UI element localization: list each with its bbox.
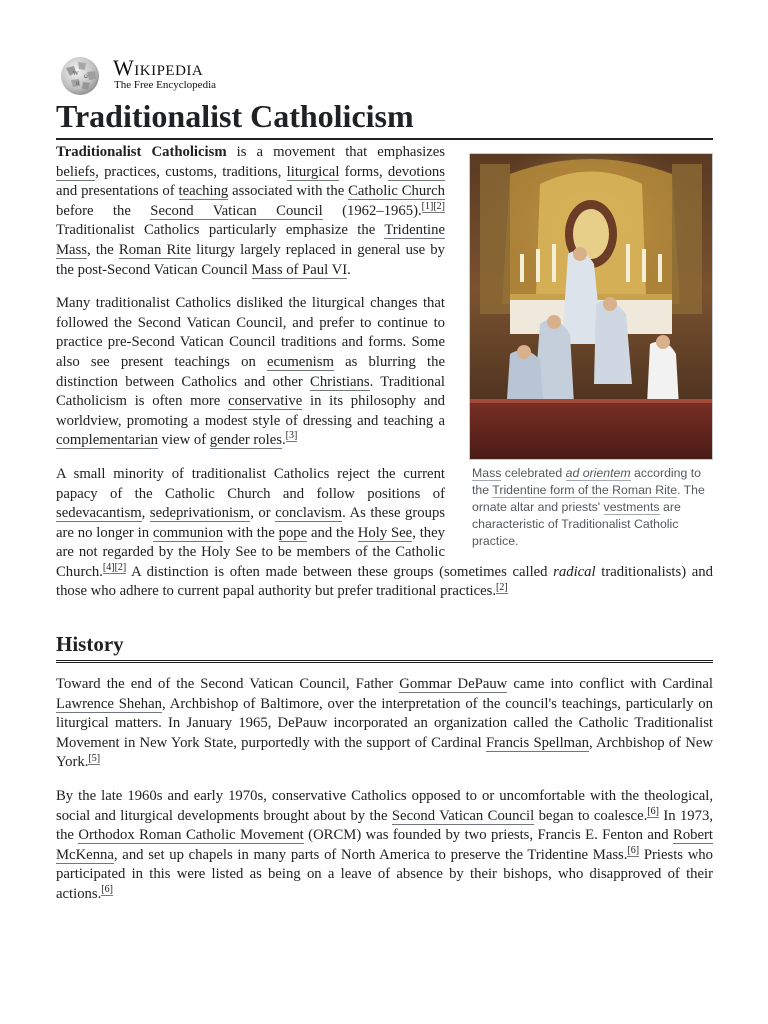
link-pope[interactable]: pope xyxy=(278,524,308,541)
link-holy-see[interactable]: Holy See xyxy=(357,524,413,541)
reference-link[interactable]: [4] xyxy=(102,561,115,573)
text: In 1973, the xyxy=(56,807,713,844)
text: . As these groups are no longer in xyxy=(56,505,445,541)
reference-1[interactable] xyxy=(422,201,434,213)
link-sedeprivationism[interactable]: sedeprivationism xyxy=(149,505,251,522)
caption-text: are characteristic of Traditionalist Catholic practice. xyxy=(472,500,681,548)
text: . Traditional Catholicism is often more xyxy=(56,373,445,410)
link-mass-of-paul-vi[interactable]: Mass of Paul VI xyxy=(251,261,348,278)
text: before the xyxy=(56,202,151,219)
svg-text:И: И xyxy=(76,82,80,87)
text: , Archbishop of Baltimore, over the interpretation of the council's teachings, particularly on liturgical matters. In January 1965, DePauw incorporated an organization called the Catholic Traditionalist Movement in New York State, purportedly with the support of Cardinal xyxy=(56,695,713,751)
reference-link[interactable]: [6] xyxy=(627,844,640,856)
text: and presentations of xyxy=(56,183,179,200)
text: as blurring the distinction between Catholics and other xyxy=(56,353,445,390)
link-tridentine-form[interactable]: Tridentine form of the Roman Rite xyxy=(492,483,678,497)
link-second-vatican-council-2[interactable]: Second Vatican Council xyxy=(391,807,535,824)
section-heading-history: History xyxy=(56,630,713,663)
link-mass[interactable]: Mass xyxy=(472,466,502,480)
wikipedia-wordmark[interactable] xyxy=(113,55,203,81)
link-roman-rite[interactable]: Roman Rite xyxy=(118,241,191,258)
wikipedia-globe-logo[interactable] xyxy=(56,54,104,96)
svg-text:Ω: Ω xyxy=(84,75,88,80)
reference-link[interactable]: [2] xyxy=(496,581,508,593)
text: , practices, customs, traditions, xyxy=(95,163,287,180)
link-orcm[interactable]: Orthodox Roman Catholic Movement xyxy=(78,827,304,844)
caption-text: celebrated xyxy=(501,466,566,480)
caption-text: according to the xyxy=(472,466,702,497)
text: A small minority of traditionalist Catholics reject the current papacy of the Catholic Church and follow positions of xyxy=(56,465,445,502)
reference-4[interactable] xyxy=(103,562,115,574)
reference-link[interactable]: [5] xyxy=(88,752,101,764)
brand-name: Wikipedia xyxy=(113,55,204,80)
text: Many traditionalist Catholics disliked the liturgical changes that followed the Second Vatican Council, and prefer to continue to practice pre-Second Vatican Council traditions and forms. Some also see present teachings on xyxy=(56,295,445,370)
text: liturgy largely replaced in general use by the post-Second Vatican Council xyxy=(56,241,445,278)
link-ad-orientem[interactable] xyxy=(566,466,631,481)
article-subject: Traditionalist Catholicism xyxy=(56,144,227,160)
link-second-vatican-council[interactable]: Second Vatican Council xyxy=(150,202,323,219)
text: By the late 1960s and early 1970s, conservative Catholics opposed to or uncomfortable with the theological, social and liturgical developments brought about by the xyxy=(56,788,713,824)
link-communion[interactable]: communion xyxy=(152,524,224,541)
text: Priests who participated in this were listed as being on a leave of absence by their bishops, who disapproved of their actions. xyxy=(56,846,713,902)
link-lawrence-shehan[interactable]: Lawrence Shehan xyxy=(56,695,163,712)
link-devotions[interactable]: devotions xyxy=(387,163,445,180)
link-beliefs[interactable]: beliefs xyxy=(56,163,96,180)
text: view of xyxy=(157,432,210,449)
history-paragraph-2 xyxy=(56,787,713,905)
text: , xyxy=(141,505,150,522)
text: (ORCM) was founded by two priests, Francis E. Fenton and xyxy=(303,827,674,844)
text: , and set up chapels in many parts of North America to preserve the Tridentine Mass. xyxy=(113,846,628,863)
link-robert-mckenna[interactable]: Robert McKenna xyxy=(56,827,714,863)
mass-photo-illustration xyxy=(470,154,712,459)
link-vestments[interactable]: vestments xyxy=(603,500,660,514)
site-header xyxy=(56,53,356,97)
svg-text:W: W xyxy=(73,71,79,77)
text: is a movement that emphasizes xyxy=(226,144,445,160)
reference-link[interactable]: [2] xyxy=(433,200,445,212)
link-complementarian[interactable]: complementarian xyxy=(56,432,158,449)
text: , the xyxy=(87,241,119,258)
reference-link[interactable]: [6] xyxy=(101,884,113,896)
text: began to coalesce. xyxy=(534,807,648,824)
caption-italic: ad orientem xyxy=(565,466,631,480)
article-body xyxy=(56,143,713,919)
link-liturgical[interactable]: liturgical xyxy=(286,163,340,180)
link-conservative[interactable]: conservative xyxy=(228,393,303,410)
link-sedevacantism[interactable]: sedevacantism xyxy=(56,505,142,522)
page-title: Traditionalist Catholicism xyxy=(56,96,713,140)
caption-text: . The ornate altar and priests' xyxy=(472,483,705,514)
lead-figure xyxy=(469,153,713,550)
reference-6c[interactable] xyxy=(101,884,113,896)
link-tridentine-mass[interactable]: Tridentine Mass xyxy=(56,222,445,258)
link-teaching[interactable]: teaching xyxy=(178,183,229,200)
text: traditionalists) and those who adhere to current papal authority but prefer traditional practices. xyxy=(56,563,713,600)
link-ecumenism[interactable]: ecumenism xyxy=(267,353,334,370)
italic-term: radical xyxy=(553,563,596,580)
link-conclavism[interactable]: conclavism xyxy=(275,505,343,522)
link-catholic-church[interactable]: Catholic Church xyxy=(348,183,445,200)
mass-photo[interactable] xyxy=(469,153,713,460)
text: associated with the xyxy=(228,183,349,200)
reference-5[interactable] xyxy=(88,753,100,765)
text: (1962–1965). xyxy=(322,202,422,219)
brand-tagline: The Free Encyclopedia xyxy=(114,79,217,91)
link-francis-spellman[interactable]: Francis Spellman xyxy=(485,734,589,751)
link-gender-roles[interactable]: gender roles xyxy=(209,432,282,449)
reference-6b[interactable] xyxy=(627,845,639,857)
text: in its philosophy and worldview, promoting a modest style of dressing and teaching a xyxy=(56,393,446,429)
link-christians[interactable]: Christians xyxy=(310,373,370,390)
link-gommar-depauw[interactable]: Gommar DePauw xyxy=(399,676,508,693)
text: with the xyxy=(223,524,279,541)
reference-link[interactable]: [3] xyxy=(285,430,298,442)
text: , they are not regarded by the Holy See to be members of the Catholic Church. xyxy=(56,524,446,580)
reference-link[interactable]: [2] xyxy=(114,561,127,573)
text: came into conflict with Cardinal xyxy=(507,676,713,693)
text: , or xyxy=(250,505,276,522)
text: and the xyxy=(307,524,358,541)
reference-link[interactable]: [1] xyxy=(421,200,434,212)
text: , Archbishop of New York. xyxy=(56,734,713,771)
reference-6[interactable] xyxy=(647,806,659,818)
text: Traditionalist Catholics particularly emphasize the xyxy=(56,222,385,239)
history-paragraph-1 xyxy=(56,675,713,773)
reference-2b[interactable] xyxy=(115,562,127,574)
reference-link[interactable]: [6] xyxy=(647,805,659,817)
text: . xyxy=(347,261,351,278)
reference-2[interactable] xyxy=(433,201,445,213)
reference-3[interactable] xyxy=(286,430,298,442)
text: Toward the end of the Second Vatican Council, Father xyxy=(56,676,400,693)
text: A distinction is often made between these groups (sometimes called xyxy=(126,563,554,580)
text: . xyxy=(281,432,286,449)
text: forms, xyxy=(339,163,388,180)
reference-2c[interactable] xyxy=(496,582,508,594)
figure-caption xyxy=(469,460,713,550)
